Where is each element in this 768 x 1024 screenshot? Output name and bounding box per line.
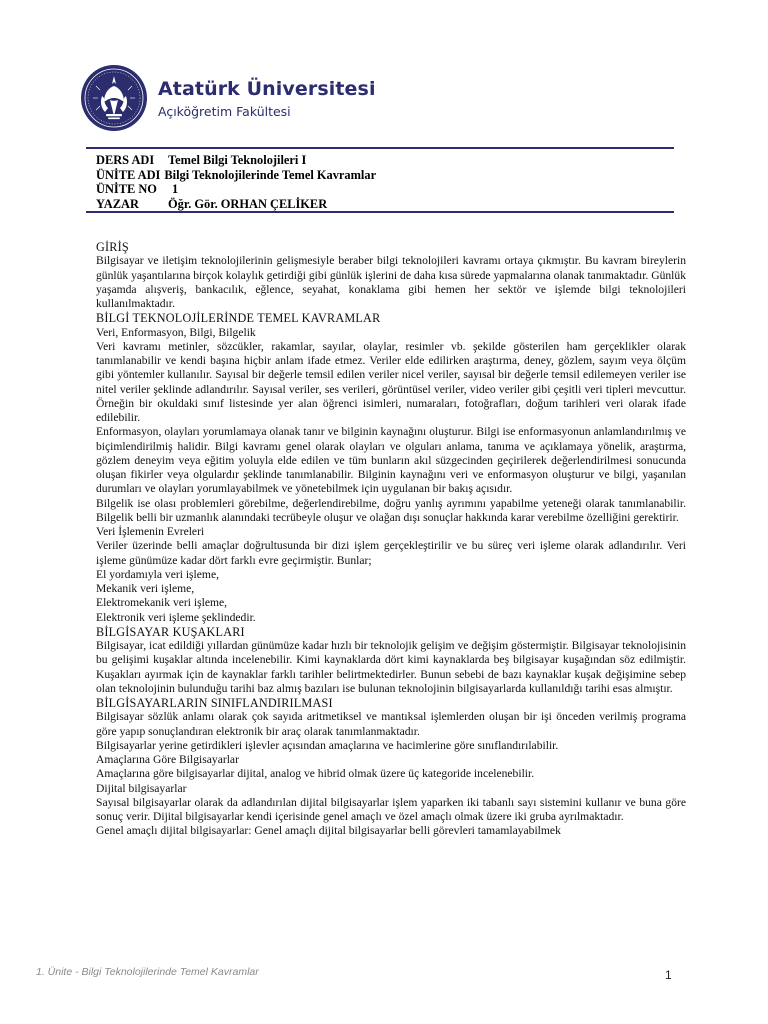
university-seal-icon <box>80 64 148 132</box>
paragraph-siniflandirilmasi: Bilgisayar sözlük anlamı olarak çok sayıda aritmetiksel ve mantıksal işlemlerden oluşan bir işi önceden verilmiş programa göre yapıp sonuçlandıran elektronik bir araç olarak tanımlanmaktadır. <box>96 710 686 738</box>
paragraph-amaclarina: Amaçlarına göre bilgisayarlar dijital, analog ve hibrid olmak üzere üç kategoride incelenebilir. <box>96 767 535 781</box>
bottom-divider <box>86 211 674 213</box>
section-heading-siniflandirilmasi: BİLGİSAYARLARIN SINIFLANDIRILMASI <box>96 696 333 710</box>
subheading-veri: Veri, Enformasyon, Bilgi, Bilgelik <box>96 325 256 339</box>
paragraph-evreler: Veriler üzerinde belli amaçlar doğrultusunda bir dizi işlem gerçekleştirilir ve bu süreç veri işleme olarak adlandırılır. Veri işleme günümüze kadar dört farklı evre geçirmiştir. Bunlar; <box>96 539 686 567</box>
unit-number-label: ÜNİTE NO <box>96 182 157 196</box>
university-logo <box>80 64 400 132</box>
page-number: 1 <box>665 968 672 982</box>
document-body <box>96 240 686 839</box>
course-info-row <box>96 182 376 197</box>
author-value: Öğr. Gör. ORHAN ÇELİKER <box>168 196 328 211</box>
paragraph-enformasyon: Enformasyon, olayları yorumlamaya olanak tanır ve bilginin kaynağını oluşturur. Bilgi ise enformasyonun anlamlandırılmış ve biçimlendirilmiş halidir. Bilgi kavramı genel olarak olayları ve olguları anlama, tanıma ve açıklamaya yönelik, araştırma, gözlem deneyim veya eğitim yoluyla elde edilen ve tüm bunların akıl süzgecinden geçirilerek değerlendirilmesi sonucunda oluşan fikirler veya olgulardır şeklinde tanımlanabilir. Bilginin kaynağını veri ve enformasyon oluşturur ve bilgi, yaşanılan durumları ve olayları yorumlayabilmek ve yönetebilmek için uygulanan bir bakış açısıdır. <box>96 425 686 496</box>
author-label: YAZAR <box>96 196 139 211</box>
course-info-row <box>96 153 376 168</box>
section-heading-giris: GİRİŞ <box>96 240 129 254</box>
paragraph-dijital: Sayısal bilgisayarlar olarak da adlandırılan dijital bilgisayarlar işlem yaparken iki tabanlı sayı sistemini kullanır ve buna göre sonuç verir. Dijital bilgisayarlar kendi içerisinde genel amaçlı ve özel amaçlı olmak üzere iki gruba ayrılmaktadır. <box>96 795 686 823</box>
university-name: Atatürk Üniversitesi <box>158 77 376 100</box>
course-name-label: DERS ADI <box>96 153 155 167</box>
section-heading-kavramlar: BİLGİ TEKNOLOJİLERİNDE TEMEL KAVRAMLAR <box>96 311 381 326</box>
paragraph-veri: Veri kavramı metinler, sözcükler, rakamlar, sayılar, olaylar, resimler vb. şekilde gösterilen ham gerçeklikler olarak tanımlanabilir ve kendi başına hiçbir anlam ifade etmez. Veriler elde edilirken araştırma, deney, gözlem, sayım veya ölçüm gibi yöntemler kullanılır. Sayısal bir değerle temsil edilen veriler nicel veriler, sayısal bir değerle temsil edilemeyen veriler ise nitel veriler şeklinde adlandırılır. Sayısal veriler, ses verileri, görüntüsel veriler, video veriler gibi çeşitli veri tipleri mevcuttur. Örneğin bir okuldaki sınıf listesinde yer alan öğrenci isimleri, numaraları, fotoğrafları, doğum tarihleri veri olarak ifade edilebilir. <box>96 339 686 424</box>
top-divider <box>86 147 674 149</box>
unit-name-value: Bilgi Teknolojilerinde Temel Kavramlar <box>164 167 377 182</box>
list-item: Elektromekanik veri işleme, <box>96 596 228 610</box>
footer-caption: 1. Ünite - Bilgi Teknolojilerinde Temel Kavramlar <box>36 966 259 978</box>
unit-name-label: ÜNİTE ADI <box>96 167 161 182</box>
course-name-value: Temel Bilgi Teknolojileri I <box>168 153 307 167</box>
section-heading-kusaklar: BİLGİSAYAR KUŞAKLARI <box>96 624 245 639</box>
faculty-name: Açıköğretim Fakültesi <box>158 103 291 119</box>
paragraph-genel-amacli: Genel amaçlı dijital bilgisayarlar: Genel amaçlı dijital bilgisayarlar belli görevleri tamamlayabilmek <box>96 824 561 838</box>
course-info <box>96 153 376 211</box>
list-item: Elektronik veri işleme şeklindedir. <box>96 610 256 624</box>
paragraph-siniflandirilmasi-2: Bilgisayarlar yerine getirdikleri işlevler açısından amaçlarına ve hacimlerine göre sınıflandırılabilir. <box>96 738 559 752</box>
course-info-row <box>96 197 376 212</box>
unit-number-value: 1 <box>172 182 179 196</box>
paragraph-bilgelik: Bilgelik ise olası problemleri görebilme, değerlendirebilme, doğru yanlış ayrımını yapabilme yeteneği olarak tanımlanabilir. Bilgelik belli bir uzmanlık alanındaki tecrübeyle oluşur ve olağan dışı sonuçlar hakkında karar verebilme özelliğini gerektirir. <box>96 496 686 524</box>
list-item: El yordamıyla veri işleme, <box>96 567 219 581</box>
subheading-amaclarina: Amaçlarına Göre Bilgisayarlar <box>96 753 239 766</box>
list-item: Mekanik veri işleme, <box>96 582 195 595</box>
paragraph-giris: Bilgisayar ve iletişim teknolojilerinin gelişmesiyle beraber bilgi teknolojileri kavramı ortaya çıkmıştır. Bu kavram bireylerin günlük yaşantılarına birçok kolaylık getirdiği gibi günlük işlerini de daha kısa sürede yapmalarına olanak tanımaktadır. Günlük yaşamda alışveriş, bankacılık, eğlence, seyahat, konaklama gibi hemen her sektör ve işlemde bilgi teknolojileri kullanılmaktadır. <box>96 254 686 310</box>
subheading-evreler: Veri İşlemenin Evreleri <box>96 525 205 538</box>
paragraph-kusaklar: Bilgisayar, icat edildiği yıllardan günümüze kadar hızlı bir teknolojik gelişim ve değişim göstermiştir. Bilgisayar teknolojisinin bu gelişimi kuşaklar altında incelenebilir. Kimi kaynaklarda dört kimi kaynaklarda beş bilgisayar kuşağından söz edilmiştir. Kuşakları ayırmak için de kaynaklar farklı tarihler belirtmektedirler. Bunun sebebi de bazı kaynaklar kuşak değişimine sebep olan teknolojinin bulunduğu tarihi baz almış bazıları ise bulunan teknolojinin bilgisayarlarda kullanıldığı tarihi esas almıştır. <box>96 639 686 695</box>
subheading-dijital: Dijital bilgisayarlar <box>96 781 187 795</box>
logo-text <box>158 78 376 119</box>
course-info-row <box>96 168 376 183</box>
